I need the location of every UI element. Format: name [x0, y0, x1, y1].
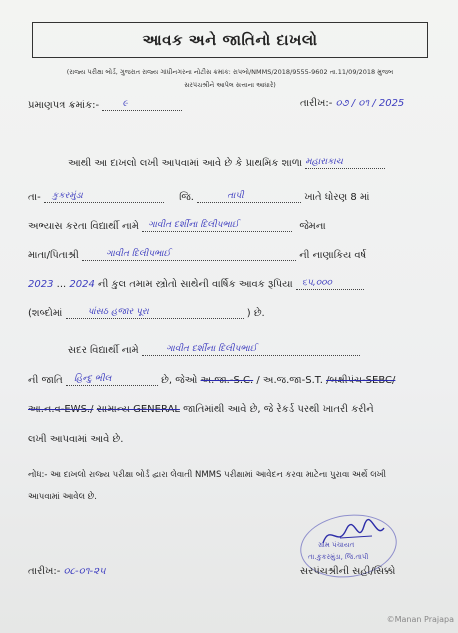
category-sc: અ.જા.-S.C.	[200, 375, 254, 386]
note-line-2	[28, 492, 97, 502]
notice-line-2: સરપંચશ્રીને આપેલ સત્તાના આધારે)	[184, 81, 276, 89]
category-general: સામાન્ય GENERAL	[96, 404, 180, 415]
certificate-number-label: પ્રમાણપત્ર ક્રમાંક:-	[28, 100, 100, 111]
certificate-date-row	[300, 98, 404, 109]
student-label-2: સદર વિદ્યાર્થી નામે	[68, 345, 139, 356]
sarpanch-signature-label: સરપંચશ્રીની સહી/સિક્કો	[300, 566, 396, 577]
verify-text: જાતિમાંથી આવે છે, જે રેકર્ડ પરથી ખાતરી કરીને	[183, 404, 374, 415]
words-end: ) છે.	[246, 308, 265, 319]
student-label: અભ્યાસ કરતા વિદ્યાર્થી નામે	[28, 221, 139, 232]
body-line-9	[28, 404, 374, 415]
note-text-2: આપવામાં આવેલ છે.	[28, 492, 98, 502]
issued-text: લખી આપવામાં આવે છે.	[28, 434, 124, 445]
income-words: પાંસઠ હજાર પૂરા	[87, 307, 149, 317]
student-name-2: ગાવીત દર્શીના દિલીપભાઈ	[165, 344, 257, 354]
body-line-2	[28, 190, 369, 203]
note-text-1: નોંધ:- આ દાખલો રાજ્ય પરીક્ષા બોર્ડ દ્વારા લેવાતી NMMS પરીક્ષામાં આવેદન કરવા માટેના પુરાવા અર્થે લખી	[28, 470, 387, 480]
words-label: (શબ્દોમાં	[28, 308, 63, 319]
certificate-number-value: ૯	[122, 99, 128, 109]
stamp-line-1: ગ્રામ પંચાયત	[318, 541, 355, 549]
fiscal-year-text: ની નાણાકિય વર્ષ	[299, 250, 367, 261]
body-line-6	[28, 306, 265, 319]
body-line-7	[68, 343, 360, 356]
notice-header	[20, 66, 440, 92]
body-line-3	[28, 219, 326, 232]
district-value: તાપી	[227, 191, 244, 201]
footer-date-label: તારીખ:-	[28, 566, 61, 577]
std-text: ખાતે ધોરણ 8 માં	[304, 192, 370, 203]
body-line-10	[28, 434, 123, 445]
school-name: મહારાકાચ	[305, 157, 343, 167]
category-st: / અ.જ.જા-S.T.	[256, 375, 323, 386]
footer-date-value: ૦૮-૦૧-૨૫	[63, 566, 106, 577]
category-ews: આ.ન.વ-EWS./	[28, 404, 94, 415]
year-from: 2023	[28, 279, 54, 290]
note-line-1	[28, 470, 386, 480]
caste-label: ની જાતિ	[28, 375, 63, 386]
body-line-8	[28, 373, 395, 386]
whose-text: જેમના	[299, 221, 326, 232]
body-line-5: 2023 ... 2024 ની કુલ તમામ સ્ત્રોતો સાથેની વાર્ષિક આવક રૂપિયા ૬૫,૦૦૦	[28, 277, 364, 290]
body-text-1: આથી આ દાખલો લખી આપવામાં આવે છે કે પ્રાથમિક શાળા	[68, 158, 303, 169]
certificate-number-row	[28, 98, 182, 111]
title-box	[32, 22, 428, 58]
caste-value: હિન્દુ ભીલ	[73, 374, 112, 384]
stamp-line-2: તા.કુકરમુંડા, જિ.તાપી	[308, 553, 369, 561]
category-sebc: /બક્ષીપંચ-SEBC/	[326, 375, 396, 386]
certificate-date-label: તારીખ:-	[300, 98, 333, 109]
year-to: 2024	[69, 279, 95, 290]
watermark: ©Manan Prajapa	[386, 615, 454, 624]
body-line-4	[28, 248, 366, 261]
who-text: છે, જેઓ	[161, 375, 198, 386]
taluka-value: કુકરમુંડા	[51, 191, 83, 201]
footer-date-row	[28, 566, 106, 577]
signature-icon	[318, 518, 388, 553]
certificate-date-value: ૦૭ / ૦૧ / 2025	[335, 98, 405, 109]
document-title: આવક અને જાતિનો દાખલો	[142, 31, 318, 49]
student-name: ગાવીત દર્શીના દિલીપભાઈ	[148, 220, 239, 230]
notice-line-1: (રાજ્ય પરીક્ષા બોર્ડ, ગુજરાત રાજ્ય ગાંધીનગરના નોટીસ ક્રમાંક: રાપબો/NMMS/2018/9555-9602 તા.11/09/2018 મુજબ	[66, 68, 394, 76]
parent-label: માતા/પિતાશ્રી	[28, 250, 79, 261]
body-line-1	[68, 156, 385, 169]
income-value: ૬૫,૦૦૦	[301, 278, 332, 288]
income-text: ની કુલ તમામ સ્ત્રોતો સાથેની વાર્ષિક આવક રૂપિયા	[98, 279, 293, 290]
district-label: જિ.	[179, 192, 194, 203]
taluka-label: તા-	[28, 192, 41, 203]
parent-name: ગાવીત દિલીપભાઈ	[106, 249, 171, 259]
